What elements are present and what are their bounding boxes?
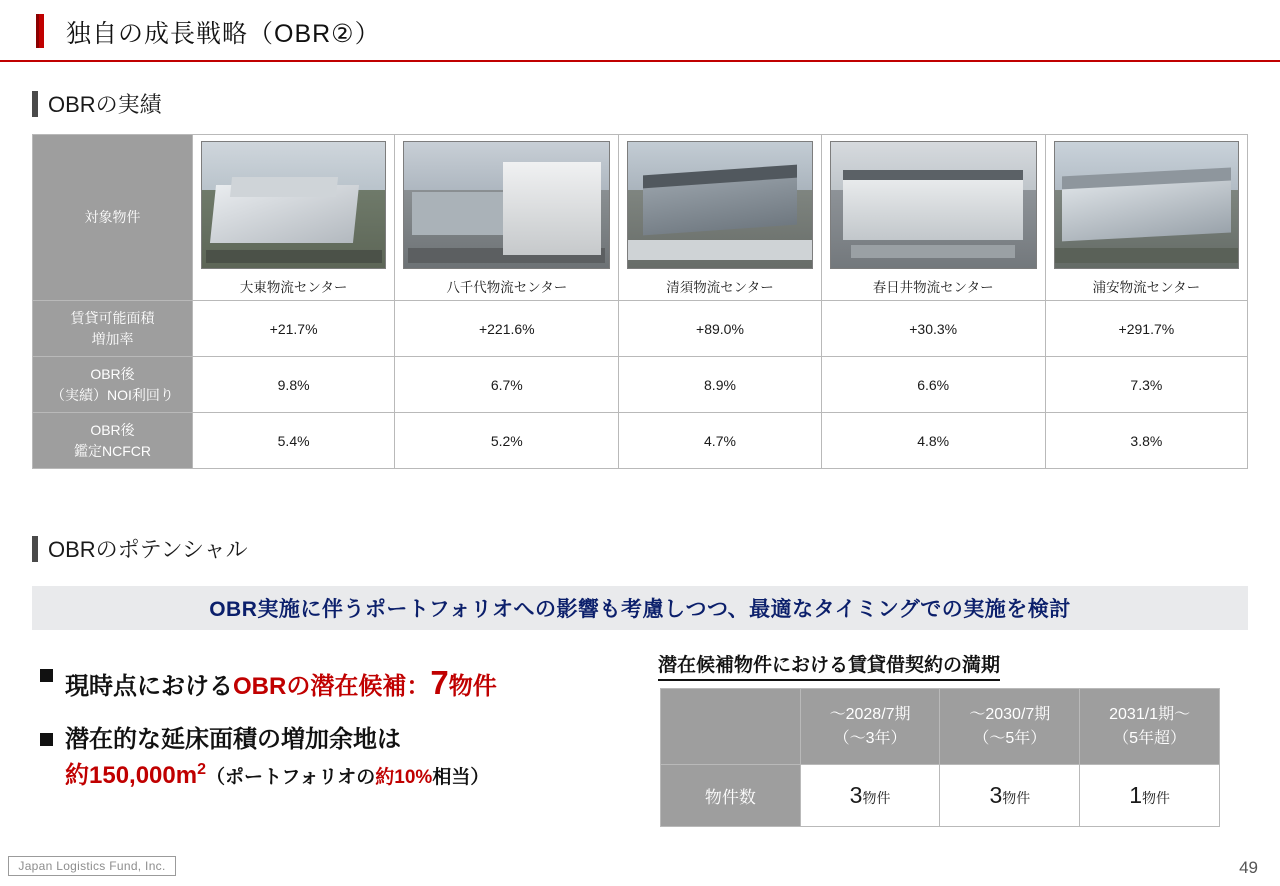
bullet2-percent: 約10%	[375, 766, 433, 788]
table-cell-property-3	[619, 135, 821, 301]
table-row-noi	[33, 357, 1248, 413]
bullet2-paren-close: 相当）	[432, 766, 490, 788]
bullet-square-icon	[40, 733, 53, 746]
maturity-table	[660, 688, 1220, 827]
bullet1-suffix: 物件	[448, 673, 497, 700]
maturity-corner-cell	[661, 689, 801, 765]
page-header	[0, 0, 1280, 62]
maturity-value-row	[661, 765, 1220, 827]
bullet2-paren-open: （ポートフォリオの	[206, 766, 376, 788]
maturity-unit-2: 物件	[1002, 790, 1031, 806]
section-tick-icon	[32, 536, 38, 562]
maturity-unit-3: 物件	[1142, 790, 1170, 806]
bullet-square-icon	[40, 669, 53, 682]
maturity-header-row	[661, 689, 1220, 765]
cell-leasable-area-4: +30.3%	[821, 301, 1045, 357]
bullet-item-1	[40, 658, 640, 708]
cell-noi-5: 7.3%	[1045, 357, 1247, 413]
cell-noi-1: 9.8%	[193, 357, 395, 413]
page-number: 49	[1239, 858, 1258, 877]
cell-leasable-area-2: +221.6%	[395, 301, 619, 357]
highlight-banner	[32, 586, 1248, 630]
maturity-value-2	[940, 765, 1080, 827]
bullet1-count: 7	[430, 664, 449, 701]
table-row-leasable-area	[33, 301, 1248, 357]
maturity-table-title: 潜在候補物件における賃貸借契約の満期	[658, 650, 1000, 681]
property-name-3: 清須物流センター	[666, 280, 774, 295]
row-header-noi	[33, 357, 193, 413]
cell-noi-4: 6.6%	[821, 357, 1045, 413]
maturity-count-2: 3	[989, 782, 1003, 808]
row-header-noi-line2: （実績）NOI利回り	[51, 386, 174, 403]
maturity-col1-line1: ～2028/7期	[829, 706, 911, 724]
bullet2-area-value: 約150,000m	[65, 761, 198, 789]
bullet2-area-superscript: 2	[197, 760, 206, 778]
bullet-text-2	[65, 722, 489, 794]
table-cell-property-4	[821, 135, 1045, 301]
maturity-col2-line1: ～2030/7期	[969, 706, 1051, 724]
company-logo: Japan Logistics Fund, Inc.	[8, 856, 176, 876]
bullet-text-1	[65, 658, 497, 708]
row-header-ncfcr	[33, 413, 193, 469]
maturity-count-3: 1	[1129, 782, 1142, 808]
cell-ncfcr-1: 5.4%	[193, 413, 395, 469]
table-row-ncfcr	[33, 413, 1248, 469]
cell-leasable-area-1: +21.7%	[193, 301, 395, 357]
bullet-item-2	[40, 722, 640, 794]
row-header-leasable-area-line2: 増加率	[91, 330, 134, 347]
row-header-ncfcr-line1: OBR後	[90, 422, 135, 439]
warehouse-photo-yachiyo	[403, 141, 610, 269]
obr-results-table	[32, 134, 1248, 469]
row-header-noi-line1: OBR後	[90, 366, 135, 383]
warehouse-photo-urayasu	[1054, 141, 1239, 269]
property-name-2: 八千代物流センター	[446, 280, 568, 295]
section-heading-obr-potential	[32, 533, 248, 564]
highlight-banner-text: OBR実施に伴うポートフォリオへの影響も考慮しつつ、最適なタイミングでの実施を検討	[209, 598, 1071, 621]
cell-ncfcr-2: 5.2%	[395, 413, 619, 469]
maturity-value-3	[1080, 765, 1220, 827]
cell-ncfcr-3: 4.7%	[619, 413, 821, 469]
cell-leasable-area-5: +291.7%	[1045, 301, 1247, 357]
table-cell-property-1	[193, 135, 395, 301]
warehouse-photo-kasugai	[830, 141, 1037, 269]
row-header-leasable-area-line1: 賃貸可能面積	[70, 310, 155, 327]
bullet1-prefix: 現時点における	[65, 673, 233, 700]
section-tick-icon	[32, 91, 38, 117]
property-name-4: 春日井物流センター	[872, 280, 994, 295]
header-accent-bar	[36, 14, 44, 48]
maturity-column-header-1	[800, 689, 940, 765]
cell-ncfcr-4: 4.8%	[821, 413, 1045, 469]
maturity-column-header-3	[1080, 689, 1220, 765]
bullet2-line1: 潜在的な延床面積の増加余地は	[65, 725, 401, 753]
property-name-1: 大東物流センター	[239, 280, 348, 295]
bullet-list	[40, 658, 640, 808]
row-header-property: 対象物件	[33, 135, 193, 301]
maturity-col2-line2: （～5年）	[973, 729, 1047, 747]
row-header-leasable-area	[33, 301, 193, 357]
maturity-column-header-2	[940, 689, 1080, 765]
section-heading-obr-results	[32, 88, 162, 119]
maturity-col3-line1: 2031/1期～	[1109, 706, 1191, 724]
row-header-ncfcr-line2: 鑑定NCFCR	[74, 442, 151, 459]
section-heading-label: OBRのポテンシャル	[48, 537, 248, 562]
warehouse-photo-daito	[201, 141, 386, 269]
cell-leasable-area-3: +89.0%	[619, 301, 821, 357]
section-heading-label: OBRの実績	[48, 92, 162, 117]
maturity-count-1: 3	[849, 782, 863, 808]
maturity-row-header: 物件数	[661, 765, 801, 827]
property-name-5: 浦安物流センター	[1092, 280, 1201, 295]
cell-noi-3: 8.9%	[619, 357, 821, 413]
maturity-col1-line2: （～3年）	[833, 729, 907, 747]
table-cell-property-5	[1045, 135, 1247, 301]
page-title: 独自の成長戦略（OBR②）	[66, 20, 381, 48]
maturity-value-1	[800, 765, 940, 827]
cell-ncfcr-5: 3.8%	[1045, 413, 1247, 469]
maturity-unit-1: 物件	[862, 790, 891, 806]
table-row-property-photos	[33, 135, 1248, 301]
bullet1-highlight: OBRの潜在候補：	[233, 673, 431, 700]
warehouse-photo-kiyosu	[627, 141, 812, 269]
maturity-col3-line2: （5年超）	[1113, 729, 1187, 747]
table-cell-property-2	[395, 135, 619, 301]
cell-noi-2: 6.7%	[395, 357, 619, 413]
